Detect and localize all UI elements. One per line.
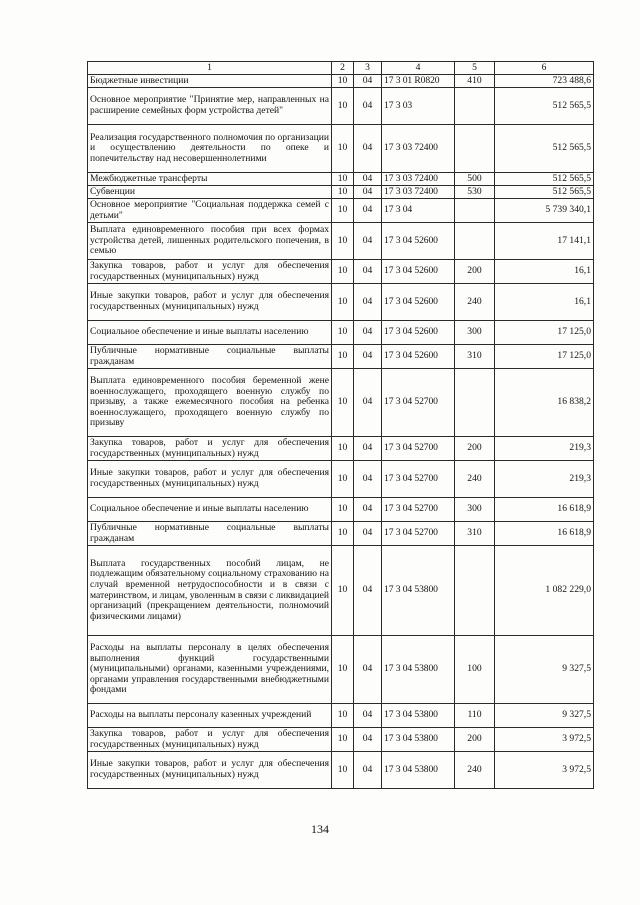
row-target-article: 17 3 04 53800	[382, 636, 455, 704]
row-expense-type: 200	[455, 260, 495, 284]
row-expense-type: 110	[455, 704, 495, 728]
page-number: 134	[311, 822, 329, 836]
table-row	[88, 75, 594, 88]
row-expense-type: 240	[455, 752, 495, 789]
row-subsection: 04	[354, 321, 382, 345]
row-amount: 512 565,5	[495, 125, 594, 173]
row-target-article: 17 3 04 53800	[382, 546, 455, 636]
row-target-article: 17 3 03	[382, 88, 455, 125]
table-row	[88, 752, 594, 789]
row-target-article: 17 3 03 72400	[382, 186, 455, 199]
row-amount: 1 082 229,0	[495, 546, 594, 636]
row-section: 10	[332, 186, 354, 199]
row-name: Закупка товаров, работ и услуг для обеспечения государственных (муниципальных) нужд	[88, 260, 332, 284]
row-expense-type: 500	[455, 173, 495, 186]
row-target-article: 17 3 03 72400	[382, 173, 455, 186]
column-header-name: 1	[88, 62, 332, 75]
table-row	[88, 260, 594, 284]
row-subsection: 04	[354, 345, 382, 369]
row-target-article: 17 3 04 52700	[382, 498, 455, 522]
row-section: 10	[332, 260, 354, 284]
column-header-section: 2	[332, 62, 354, 75]
table-row	[88, 728, 594, 752]
row-name: Публичные нормативные социальные выплаты гражданам	[88, 345, 332, 369]
row-name: Основное мероприятие "Принятие мер, направленных на расширение семейных форм устройства детей"	[88, 88, 332, 125]
row-subsection: 04	[354, 461, 382, 498]
row-subsection: 04	[354, 522, 382, 546]
row-target-article: 17 3 04 52700	[382, 522, 455, 546]
row-expense-type: 300	[455, 498, 495, 522]
row-section: 10	[332, 125, 354, 173]
row-section: 10	[332, 369, 354, 437]
row-subsection: 04	[354, 173, 382, 186]
budget-table	[87, 61, 594, 789]
row-subsection: 04	[354, 199, 382, 223]
row-amount: 16 838,2	[495, 369, 594, 437]
table-row	[88, 88, 594, 125]
table-row	[88, 461, 594, 498]
row-subsection: 04	[354, 369, 382, 437]
row-target-article: 17 3 04 53800	[382, 704, 455, 728]
table-row	[88, 704, 594, 728]
row-name: Выплата государственных пособий лицам, не подлежащим обязательному социальному страхованию на случай временной нетрудоспособности и в связи с материнством, и лицам, уволенным в связи с ликвидацией организаций (прекращением деятельности, полномочий физическими лицами)	[88, 546, 332, 636]
table-row	[88, 345, 594, 369]
row-name: Основное мероприятие "Социальная поддержка семей с детьми"	[88, 199, 332, 223]
row-expense-type: 240	[455, 461, 495, 498]
table-row	[88, 437, 594, 461]
column-header-expense-type: 5	[455, 62, 495, 75]
row-name: Выплата единовременного пособия беременной жене военнослужащего, проходящего военную службу по призыву, а также ежемесячного пособия на ребенка военнослужащего, проходящего военную службу по призыву	[88, 369, 332, 437]
row-name: Реализация государственного полномочия по организации и осуществлению деятельности по опеке и попечительству над несовершеннолетними	[88, 125, 332, 173]
row-amount: 16 618,9	[495, 522, 594, 546]
row-target-article: 17 3 04 53800	[382, 752, 455, 789]
row-amount: 512 565,5	[495, 88, 594, 125]
row-amount: 512 565,5	[495, 173, 594, 186]
row-target-article: 17 3 03 72400	[382, 125, 455, 173]
row-target-article: 17 3 04 52700	[382, 369, 455, 437]
row-amount: 9 327,5	[495, 704, 594, 728]
row-section: 10	[332, 88, 354, 125]
row-expense-type	[455, 223, 495, 260]
row-section: 10	[332, 704, 354, 728]
row-expense-type: 410	[455, 75, 495, 88]
row-amount: 5 739 340,1	[495, 199, 594, 223]
row-name: Закупка товаров, работ и услуг для обеспечения государственных (муниципальных) нужд	[88, 437, 332, 461]
row-section: 10	[332, 173, 354, 186]
row-target-article: 17 3 04 52700	[382, 437, 455, 461]
row-target-article: 17 3 04	[382, 199, 455, 223]
row-expense-type: 310	[455, 345, 495, 369]
table-row	[88, 321, 594, 345]
row-expense-type	[455, 88, 495, 125]
table-row	[88, 199, 594, 223]
row-expense-type: 100	[455, 636, 495, 704]
column-header-amount: 6	[495, 62, 594, 75]
row-target-article: 17 3 04 52600	[382, 345, 455, 369]
table-row	[88, 223, 594, 260]
row-section: 10	[332, 437, 354, 461]
row-expense-type	[455, 369, 495, 437]
row-expense-type	[455, 125, 495, 173]
row-amount: 16,1	[495, 260, 594, 284]
table-header-row	[88, 62, 594, 75]
row-name: Иные закупки товаров, работ и услуг для обеспечения государственных (муниципальных) нужд	[88, 461, 332, 498]
row-section: 10	[332, 728, 354, 752]
row-section: 10	[332, 636, 354, 704]
row-amount: 9 327,5	[495, 636, 594, 704]
table-row	[88, 186, 594, 199]
row-section: 10	[332, 223, 354, 260]
table-row	[88, 125, 594, 173]
row-target-article: 17 3 04 52700	[382, 461, 455, 498]
row-name: Иные закупки товаров, работ и услуг для обеспечения государственных (муниципальных) нужд	[88, 752, 332, 789]
row-name: Расходы на выплаты персоналу казенных учреждений	[88, 704, 332, 728]
row-target-article: 17 3 01 R0820	[382, 75, 455, 88]
row-subsection: 04	[354, 546, 382, 636]
row-expense-type	[455, 546, 495, 636]
row-amount: 17 141,1	[495, 223, 594, 260]
row-target-article: 17 3 04 53800	[382, 728, 455, 752]
row-section: 10	[332, 284, 354, 321]
table-row	[88, 546, 594, 636]
row-amount: 512 565,5	[495, 186, 594, 199]
row-amount: 16,1	[495, 284, 594, 321]
row-name: Выплата единовременного пособия при всех формах устройства детей, лишенных родительского попечения, в семью	[88, 223, 332, 260]
row-section: 10	[332, 522, 354, 546]
row-amount: 17 125,0	[495, 345, 594, 369]
table-row	[88, 173, 594, 186]
row-subsection: 04	[354, 636, 382, 704]
row-expense-type: 200	[455, 728, 495, 752]
row-subsection: 04	[354, 704, 382, 728]
row-name: Расходы на выплаты персоналу в целях обеспечения выполнения функций государственными (муниципальными) органами, казенными учреждениями, органами управления государственными внебюджетными фондами	[88, 636, 332, 704]
column-header-target-article: 4	[382, 62, 455, 75]
row-name: Бюджетные инвестиции	[88, 75, 332, 88]
row-section: 10	[332, 752, 354, 789]
row-amount: 219,3	[495, 461, 594, 498]
row-amount: 723 488,6	[495, 75, 594, 88]
row-expense-type: 200	[455, 437, 495, 461]
row-target-article: 17 3 04 52600	[382, 260, 455, 284]
row-name: Межбюджетные трансферты	[88, 173, 332, 186]
row-target-article: 17 3 04 52600	[382, 321, 455, 345]
row-expense-type: 530	[455, 186, 495, 199]
row-amount: 3 972,5	[495, 752, 594, 789]
row-section: 10	[332, 461, 354, 498]
row-expense-type: 300	[455, 321, 495, 345]
row-subsection: 04	[354, 186, 382, 199]
row-subsection: 04	[354, 284, 382, 321]
row-subsection: 04	[354, 223, 382, 260]
column-header-subsection: 3	[354, 62, 382, 75]
row-subsection: 04	[354, 260, 382, 284]
row-subsection: 04	[354, 728, 382, 752]
row-amount: 219,3	[495, 437, 594, 461]
table-row	[88, 369, 594, 437]
row-subsection: 04	[354, 75, 382, 88]
row-subsection: 04	[354, 125, 382, 173]
row-subsection: 04	[354, 498, 382, 522]
row-expense-type: 240	[455, 284, 495, 321]
table-body	[88, 75, 594, 789]
row-section: 10	[332, 498, 354, 522]
row-subsection: 04	[354, 88, 382, 125]
row-section: 10	[332, 321, 354, 345]
table-row	[88, 522, 594, 546]
row-section: 10	[332, 75, 354, 88]
row-subsection: 04	[354, 437, 382, 461]
table-row	[88, 498, 594, 522]
table-row	[88, 636, 594, 704]
row-target-article: 17 3 04 52600	[382, 223, 455, 260]
row-section: 10	[332, 345, 354, 369]
row-amount: 3 972,5	[495, 728, 594, 752]
row-subsection: 04	[354, 752, 382, 789]
row-amount: 17 125,0	[495, 321, 594, 345]
row-expense-type	[455, 199, 495, 223]
row-section: 10	[332, 546, 354, 636]
row-expense-type: 310	[455, 522, 495, 546]
row-section: 10	[332, 199, 354, 223]
row-amount: 16 618,9	[495, 498, 594, 522]
row-name: Закупка товаров, работ и услуг для обеспечения государственных (муниципальных) нужд	[88, 728, 332, 752]
row-name: Публичные нормативные социальные выплаты гражданам	[88, 522, 332, 546]
table-row	[88, 284, 594, 321]
row-name: Иные закупки товаров, работ и услуг для обеспечения государственных (муниципальных) нужд	[88, 284, 332, 321]
row-target-article: 17 3 04 52600	[382, 284, 455, 321]
row-name: Социальное обеспечение и иные выплаты населению	[88, 498, 332, 522]
row-name: Социальное обеспечение и иные выплаты населению	[88, 321, 332, 345]
row-name: Субвенции	[88, 186, 332, 199]
